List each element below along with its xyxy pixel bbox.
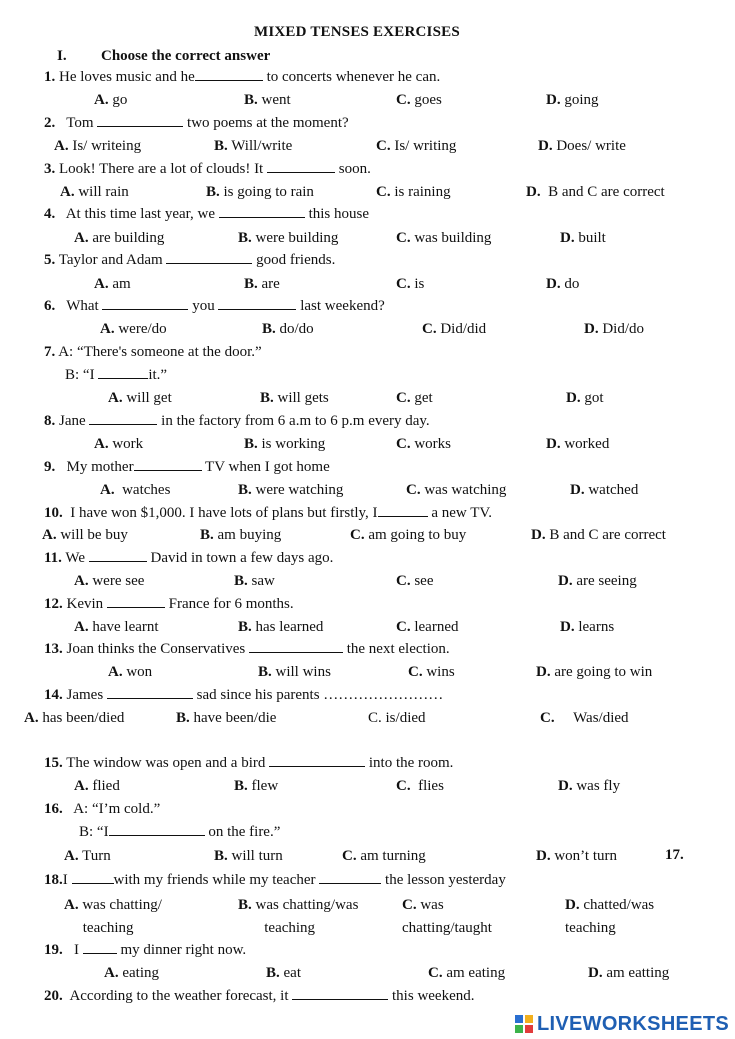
answer-blank[interactable] (97, 113, 183, 127)
liveworksheets-logo-icon (514, 1014, 534, 1034)
option-a[interactable]: A. are building (74, 230, 165, 246)
question-stem: 18.I with my friends while my teacher the lesson yesterday (44, 872, 506, 888)
option-d[interactable]: D. won’t turn (536, 848, 617, 864)
answer-blank[interactable] (195, 67, 263, 81)
option-b[interactable]: B. were building (238, 230, 339, 246)
option-c[interactable]: C. see (396, 573, 434, 589)
option-a[interactable]: A. won (108, 664, 153, 680)
answer-blank[interactable] (107, 685, 193, 699)
option-a[interactable]: A. were see (74, 573, 145, 589)
option-d[interactable]: D. watched (570, 482, 639, 498)
option-a[interactable]: A. work (94, 436, 144, 452)
option-b[interactable]: B. went (244, 92, 291, 108)
answer-blank[interactable] (107, 594, 165, 608)
watermark-text: LIVEWORKSHEETS (537, 1012, 729, 1035)
option-a[interactable]: A. flied (74, 778, 120, 794)
option-b[interactable]: B. is going to rain (206, 184, 314, 200)
answer-blank[interactable] (249, 639, 343, 653)
option-c[interactable]: C. am eating (428, 965, 506, 981)
liveworksheets-watermark (514, 1012, 729, 1036)
question-stem: 9. My mother TV when I got home (44, 459, 330, 475)
option-b[interactable]: B. has learned (238, 619, 324, 635)
option-b[interactable]: B. were watching (238, 482, 344, 498)
answer-blank[interactable] (134, 457, 202, 471)
option-b[interactable]: B. eat (266, 965, 301, 981)
answer-blank[interactable] (89, 411, 157, 425)
option-a[interactable]: A. will rain (60, 184, 129, 200)
option-d[interactable]: D. am eatting (588, 965, 670, 981)
question-stem: 6. What you last weekend? (44, 298, 385, 314)
option-d[interactable]: D. was fly (558, 778, 621, 794)
question-stem: 14. James sad since his parents …………………… (44, 687, 444, 703)
question-stem-line2: B: “I it.” (65, 367, 168, 383)
option-c[interactable]: C. is/died (368, 710, 426, 726)
option-b[interactable]: B. will gets (260, 390, 329, 406)
option-a[interactable]: A. watches (100, 482, 171, 498)
option-c[interactable]: C. Did/did (422, 321, 487, 337)
answer-blank[interactable] (109, 822, 205, 836)
option-d[interactable]: D. built (560, 230, 606, 246)
option-a[interactable]: A. have learnt (74, 619, 159, 635)
question-number-17: 17. (665, 847, 684, 863)
answer-blank[interactable] (89, 548, 147, 562)
question-stem: 3. Look! There are a lot of clouds! It soon. (44, 161, 371, 177)
option-c[interactable]: C. goes (396, 92, 442, 108)
answer-blank[interactable] (319, 870, 381, 884)
option-c[interactable]: C. was watching (406, 482, 507, 498)
option-c[interactable]: C. wins (408, 664, 455, 680)
question-stem: 19. I my dinner right now. (44, 942, 247, 958)
section-numeral: I. (57, 48, 67, 64)
answer-blank[interactable] (292, 986, 388, 1000)
option-d[interactable]: D. going (546, 92, 599, 108)
question-stem: 5. Taylor and Adam good friends. (44, 252, 336, 268)
option-b[interactable]: B. am buying (200, 527, 282, 543)
option-a[interactable]: A. has been/died (24, 710, 125, 726)
question-stem: 11. We David in town a few days ago. (44, 550, 334, 566)
question-stem: 2. Tom two poems at the moment? (44, 115, 349, 131)
option-a[interactable]: A. will get (108, 390, 172, 406)
answer-blank[interactable] (102, 296, 188, 310)
option-d[interactable]: D. do (546, 276, 580, 292)
question-stem: 4. At this time last year, we this house (44, 206, 369, 222)
option-b[interactable]: B. flew (234, 778, 279, 794)
option-d[interactable]: D. worked (546, 436, 610, 452)
question-stem: 20. According to the weather forecast, it this weekend. (44, 988, 475, 1004)
option-d[interactable]: D. Does/ write (538, 138, 626, 154)
option-c[interactable]: C. is raining (376, 184, 451, 200)
option-b[interactable]: B. saw (234, 573, 275, 589)
option-c[interactable]: C. Is/ writing (376, 138, 457, 154)
option-b[interactable]: B. do/do (262, 321, 314, 337)
option-c[interactable]: C. works (396, 436, 452, 452)
question-stem: 16. A: “I’m cold.” (44, 801, 161, 817)
answer-blank[interactable] (72, 870, 114, 884)
option-c[interactable]: C. is (396, 276, 425, 292)
option-b[interactable]: B. will turn (214, 848, 283, 864)
page-title: MIXED TENSES EXERCISES (254, 24, 460, 40)
question-stem: 12. Kevin France for 6 months. (44, 596, 294, 612)
section-heading: Choose the correct answer (101, 48, 271, 64)
answer-blank[interactable] (166, 250, 252, 264)
question-stem: 15. The window was open and a bird into the room. (44, 755, 454, 771)
option-a[interactable]: A. was chatting/ teaching (64, 897, 162, 936)
option-a[interactable]: A. Turn (64, 848, 111, 864)
option-c[interactable]: C. am turning (342, 848, 426, 864)
answer-blank[interactable] (219, 204, 305, 218)
answer-blank[interactable] (267, 159, 335, 173)
option-c[interactable]: C. learned (396, 619, 459, 635)
option-a[interactable]: A. eating (104, 965, 159, 981)
answer-blank[interactable] (218, 296, 296, 310)
option-d[interactable]: D. got (566, 390, 604, 406)
option-b[interactable]: B. have been/die (176, 710, 277, 726)
option-d[interactable]: D. learns (560, 619, 615, 635)
option-b[interactable]: B. are (244, 276, 280, 292)
option-d[interactable]: D. are seeing (558, 573, 637, 589)
option-b[interactable]: B. was chatting/was teaching (238, 897, 359, 936)
answer-blank[interactable] (83, 940, 117, 954)
option-d[interactable]: D. are going to win (536, 664, 653, 680)
option-d[interactable]: D. Did/do (584, 321, 645, 337)
question-stem: 1. He loves music and he to concerts whenever he can. (44, 69, 441, 85)
option-b[interactable]: B. is working (244, 436, 326, 452)
option-d[interactable]: D. B and C are correct (526, 184, 665, 200)
option-d[interactable]: C. Was/died (540, 710, 629, 726)
option-a[interactable]: A. go (94, 92, 128, 108)
option-a[interactable]: A. will be buy (42, 527, 128, 543)
answer-blank[interactable] (378, 503, 428, 517)
question-stem: 10. I have won $1,000. I have lots of plans but firstly, I a new TV. (44, 505, 493, 521)
option-b[interactable]: B. will wins (258, 664, 331, 680)
option-a[interactable]: A. were/do (100, 321, 167, 337)
question-stem: 7. A: “There's someone at the door.” (44, 344, 262, 360)
option-d[interactable]: D. B and C are correct (531, 527, 666, 543)
option-d[interactable]: D. chatted/was teaching (565, 897, 655, 936)
question-stem: 13. Joan thinks the Conservatives the next election. (44, 641, 450, 657)
question-stem-line2: B: “I on the fire.” (79, 824, 281, 840)
option-c[interactable]: C. flies (396, 778, 444, 794)
question-stem: 8. Jane in the factory from 6 a.m to 6 p.m every day. (44, 413, 430, 429)
option-c[interactable]: C. was building (396, 230, 492, 246)
option-c[interactable]: C. was chatting/taught (402, 897, 492, 936)
answer-blank[interactable] (98, 365, 148, 379)
answer-blank[interactable] (269, 753, 365, 767)
option-b[interactable]: B. Will/write (214, 138, 293, 154)
option-c[interactable]: C. get (396, 390, 433, 406)
option-a[interactable]: A. Is/ writeing (54, 138, 142, 154)
option-a[interactable]: A. am (94, 276, 131, 292)
option-c[interactable]: C. am going to buy (350, 527, 467, 543)
